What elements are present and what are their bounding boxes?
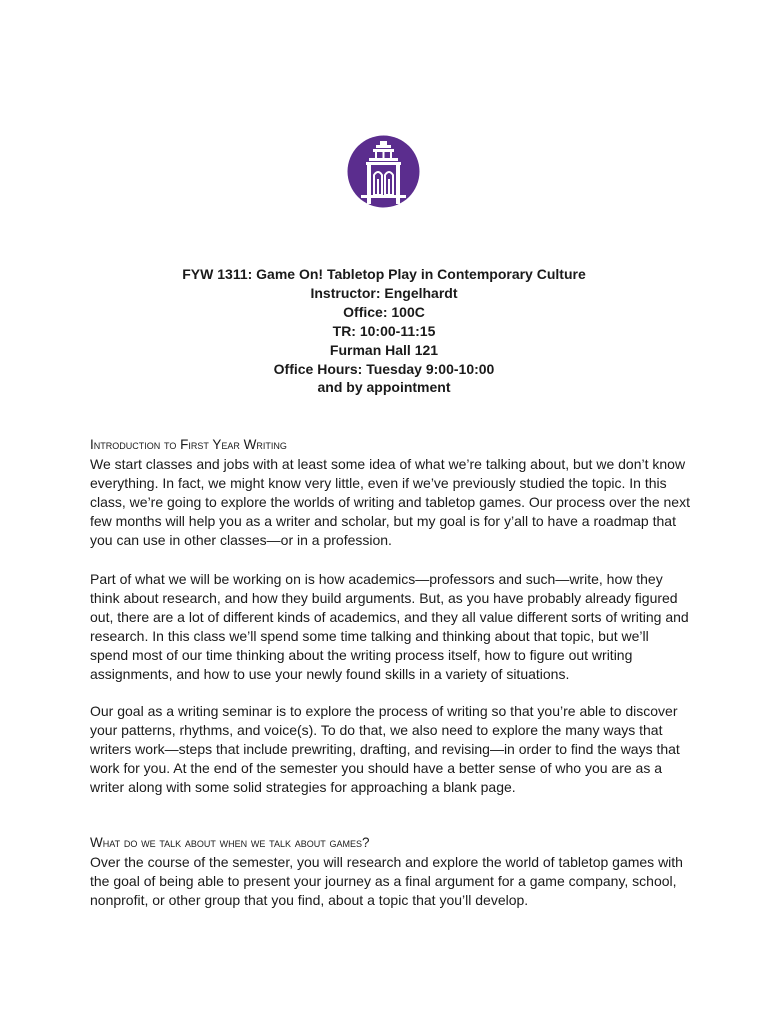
intro-paragraph-3 <box>90 702 690 797</box>
university-logo <box>347 135 420 208</box>
instructor: Instructor: Engelhardt <box>310 284 458 301</box>
class-time: TR: 10:00-11:15 <box>332 322 436 339</box>
games-section <box>90 834 690 910</box>
paragraph: Part of what we will be working on is how academics—professors and such—write, how they think about research, and how they build arguments. But, as you have probably already figured out, there are a lot of different kinds of academics, and they all value different sorts of writing and research. In this class we’ll spend some time talking and thinking about that topic, but we’ll spend most of our time thinking about the writing process itself, how to figure out writing assignments, and how to use your newly found skills in a variety of situations. <box>90 571 689 682</box>
course-header <box>0 265 768 397</box>
intro-section <box>90 436 690 549</box>
course-title: FYW 1311: Game On! Tabletop Play in Contemporary Culture <box>182 266 586 282</box>
section-heading: Introduction to First Year Writing <box>90 437 287 452</box>
section-heading: What do we talk about when we talk about games? <box>90 835 370 850</box>
building-tower-icon <box>347 135 420 208</box>
intro-paragraph-2 <box>90 570 690 683</box>
paragraph: Over the course of the semester, you will research and explore the world of tabletop games with the goal of being able to present your journey as a final argument for a game company, school, nonprofit, or other group that you find, about a topic that you’ll develop. <box>90 853 683 908</box>
paragraph: Our goal as a writing seminar is to explore the process of writing so that you’re able to discover your patterns, rhythms, and voice(s). To do that, we also need to explore the many ways that writers work—steps that include prewriting, drafting, and revising—in order to find the ways that work for you. At the end of the semester you should have a better sense of who you are as a writer along with some solid strategies for approaching a blank page. <box>90 703 680 795</box>
paragraph: We start classes and jobs with at least some idea of what we’re talking about, but we don’t know everything. In fact, we might know very little, even if we’ve previously studied the topic. In this class, we’re going to explore the worlds of writing and tabletop games. Our process over the next few months will help you as a writer and scholar, but my goal is for y’all to have a roadmap that you can use in other classes—or in a profession. <box>90 455 690 548</box>
office-hours-note: and by appointment <box>317 379 451 396</box>
class-location: Furman Hall 121 <box>329 341 439 358</box>
office: Office: 100C <box>343 303 425 320</box>
office-hours: Office Hours: Tuesday 9:00-10:00 <box>273 360 495 377</box>
